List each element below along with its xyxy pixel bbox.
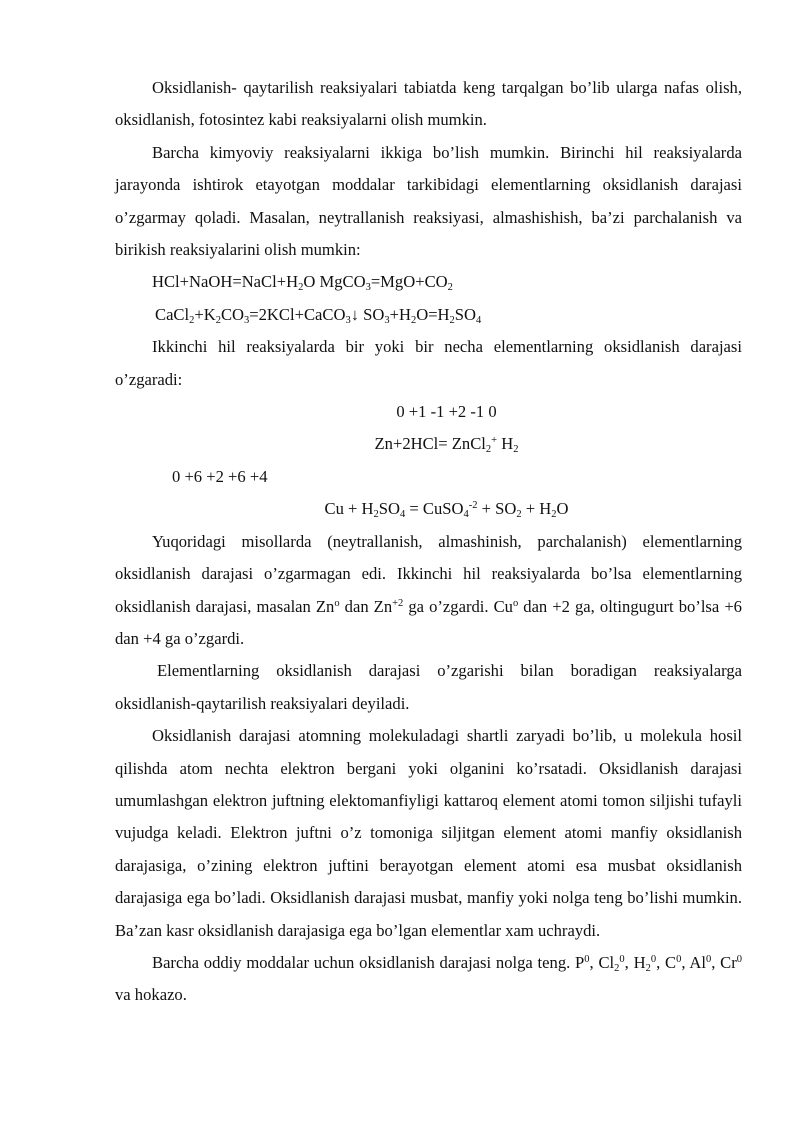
paragraph-text: Oksidlanish- qaytarilish reaksiyalari tabiatda keng tarqalgan bo’lib ularga nafas olish, oksidlanish, fotosintez kabi reaksiyalarni olish mumkin. bbox=[115, 78, 742, 130]
paragraph-text: Oksidlanish darajasi atomning molekuladagi shartli zaryadi bo’lib, u molekula hosil qilishda atom nechta elektron bergani yoki olganini ko’rsatadi. Oksidlanish darajasi umumlashgan elektron juftning elektomanfiyligi kattaroq element atomi tomon siljishi tufayli vujudga keladi. Elektron juftni o’z tomoniga siljitgan element atomi manfiy oksidlanish darajasiga, o’zining elektron juftini berayotgan element atomi esa musbat oksidlanish darajasiga ega bo’ladi. Oksidlanish darajasi musbat, manfiy yoki nolga teng bo’lishi mumkin. Ba’zan kasr oksidlanish darajasiga ega bo’lgan elementlar xam uchraydi. bbox=[115, 726, 742, 940]
paragraph-text: Ikkinchi hil reaksiyalarda bir yoki bir necha elementlarning oksidlanish darajasi o’zgaradi: bbox=[115, 337, 742, 389]
paragraph-text: Barcha kimyoviy reaksiyalarni ikkiga bo’lish mumkin. Birinchi hil reaksiyalarda jarayonda ishtirok etayotgan moddalar tarkibidagi elementlarning oksidlanish darajasi o’zgarmay qoladi. Masalan, neytrallanish reaksiyasi, almashishish, ba’zi parchalanish va birikish reaksiyalarini olish mumkin: bbox=[115, 142, 742, 260]
paragraph-oxidation-state bbox=[115, 720, 742, 947]
equation-line-2: $CaCl_2+K_2CO_3=2KCl+CaCO_3↓$ $SO_3+H_2O=H_2SO_4$ bbox=[155, 304, 482, 326]
paragraph-reaction-types bbox=[115, 137, 742, 267]
equation-cu-h2so4: $Cu + H_2SO_4$ = CuSO$_4^{-2}$ + $SO_2 + H_2O$ bbox=[324, 499, 569, 521]
oxidation-states-cu: 0 +6 +2 +6 +4 bbox=[172, 466, 268, 486]
document-page bbox=[115, 72, 742, 1012]
paragraph-simple-substances: Barcha oddiy moddalar uchun oksidlanish darajasi nolga teng. $P^0$, $Cl_2^0$, $H_2^0$, $C^0$, Al$^0$, Cr$^0$ va hokazo. bbox=[115, 952, 743, 1005]
equation-zn-hcl: Zn+2HCl= ZnCl$_2$+ $H_2$ bbox=[374, 434, 519, 456]
paragraph-examples-summary: Yuqoridagi misollarda (neytrallanish, almashinish, parchalanish) elementlarning oksidlanish darajasi o’zgarmagan edi. Ikkinchi hil reaksiyalarda bo’lsa elementlarning oksidlanish darajasi, masalan Zn$^o$ dan $Zn^{+2}$ ga o’zgardi. Cu$^o$ dan +2 ga, oltingugurt bo’lsa +6 dan +4 ga o’zgardi. bbox=[115, 531, 742, 648]
oxidation-states-zn: 0 +1 -1 +2 -1 0 bbox=[396, 402, 497, 422]
equation-line-1: $HCl+NaOH=NaCl+H_2O$ $MgCO_3=MgO+CO_2$ bbox=[152, 272, 453, 294]
paragraph-second-type bbox=[115, 331, 742, 396]
paragraph-definition bbox=[115, 655, 742, 720]
paragraph-text: Elementlarning oksidlanish darajasi o’zgarishi bilan boradigan reaksiyalarga oksidlanish-qaytarilish reaksiyalari deyiladi. bbox=[115, 661, 742, 713]
paragraph-intro bbox=[115, 72, 742, 137]
